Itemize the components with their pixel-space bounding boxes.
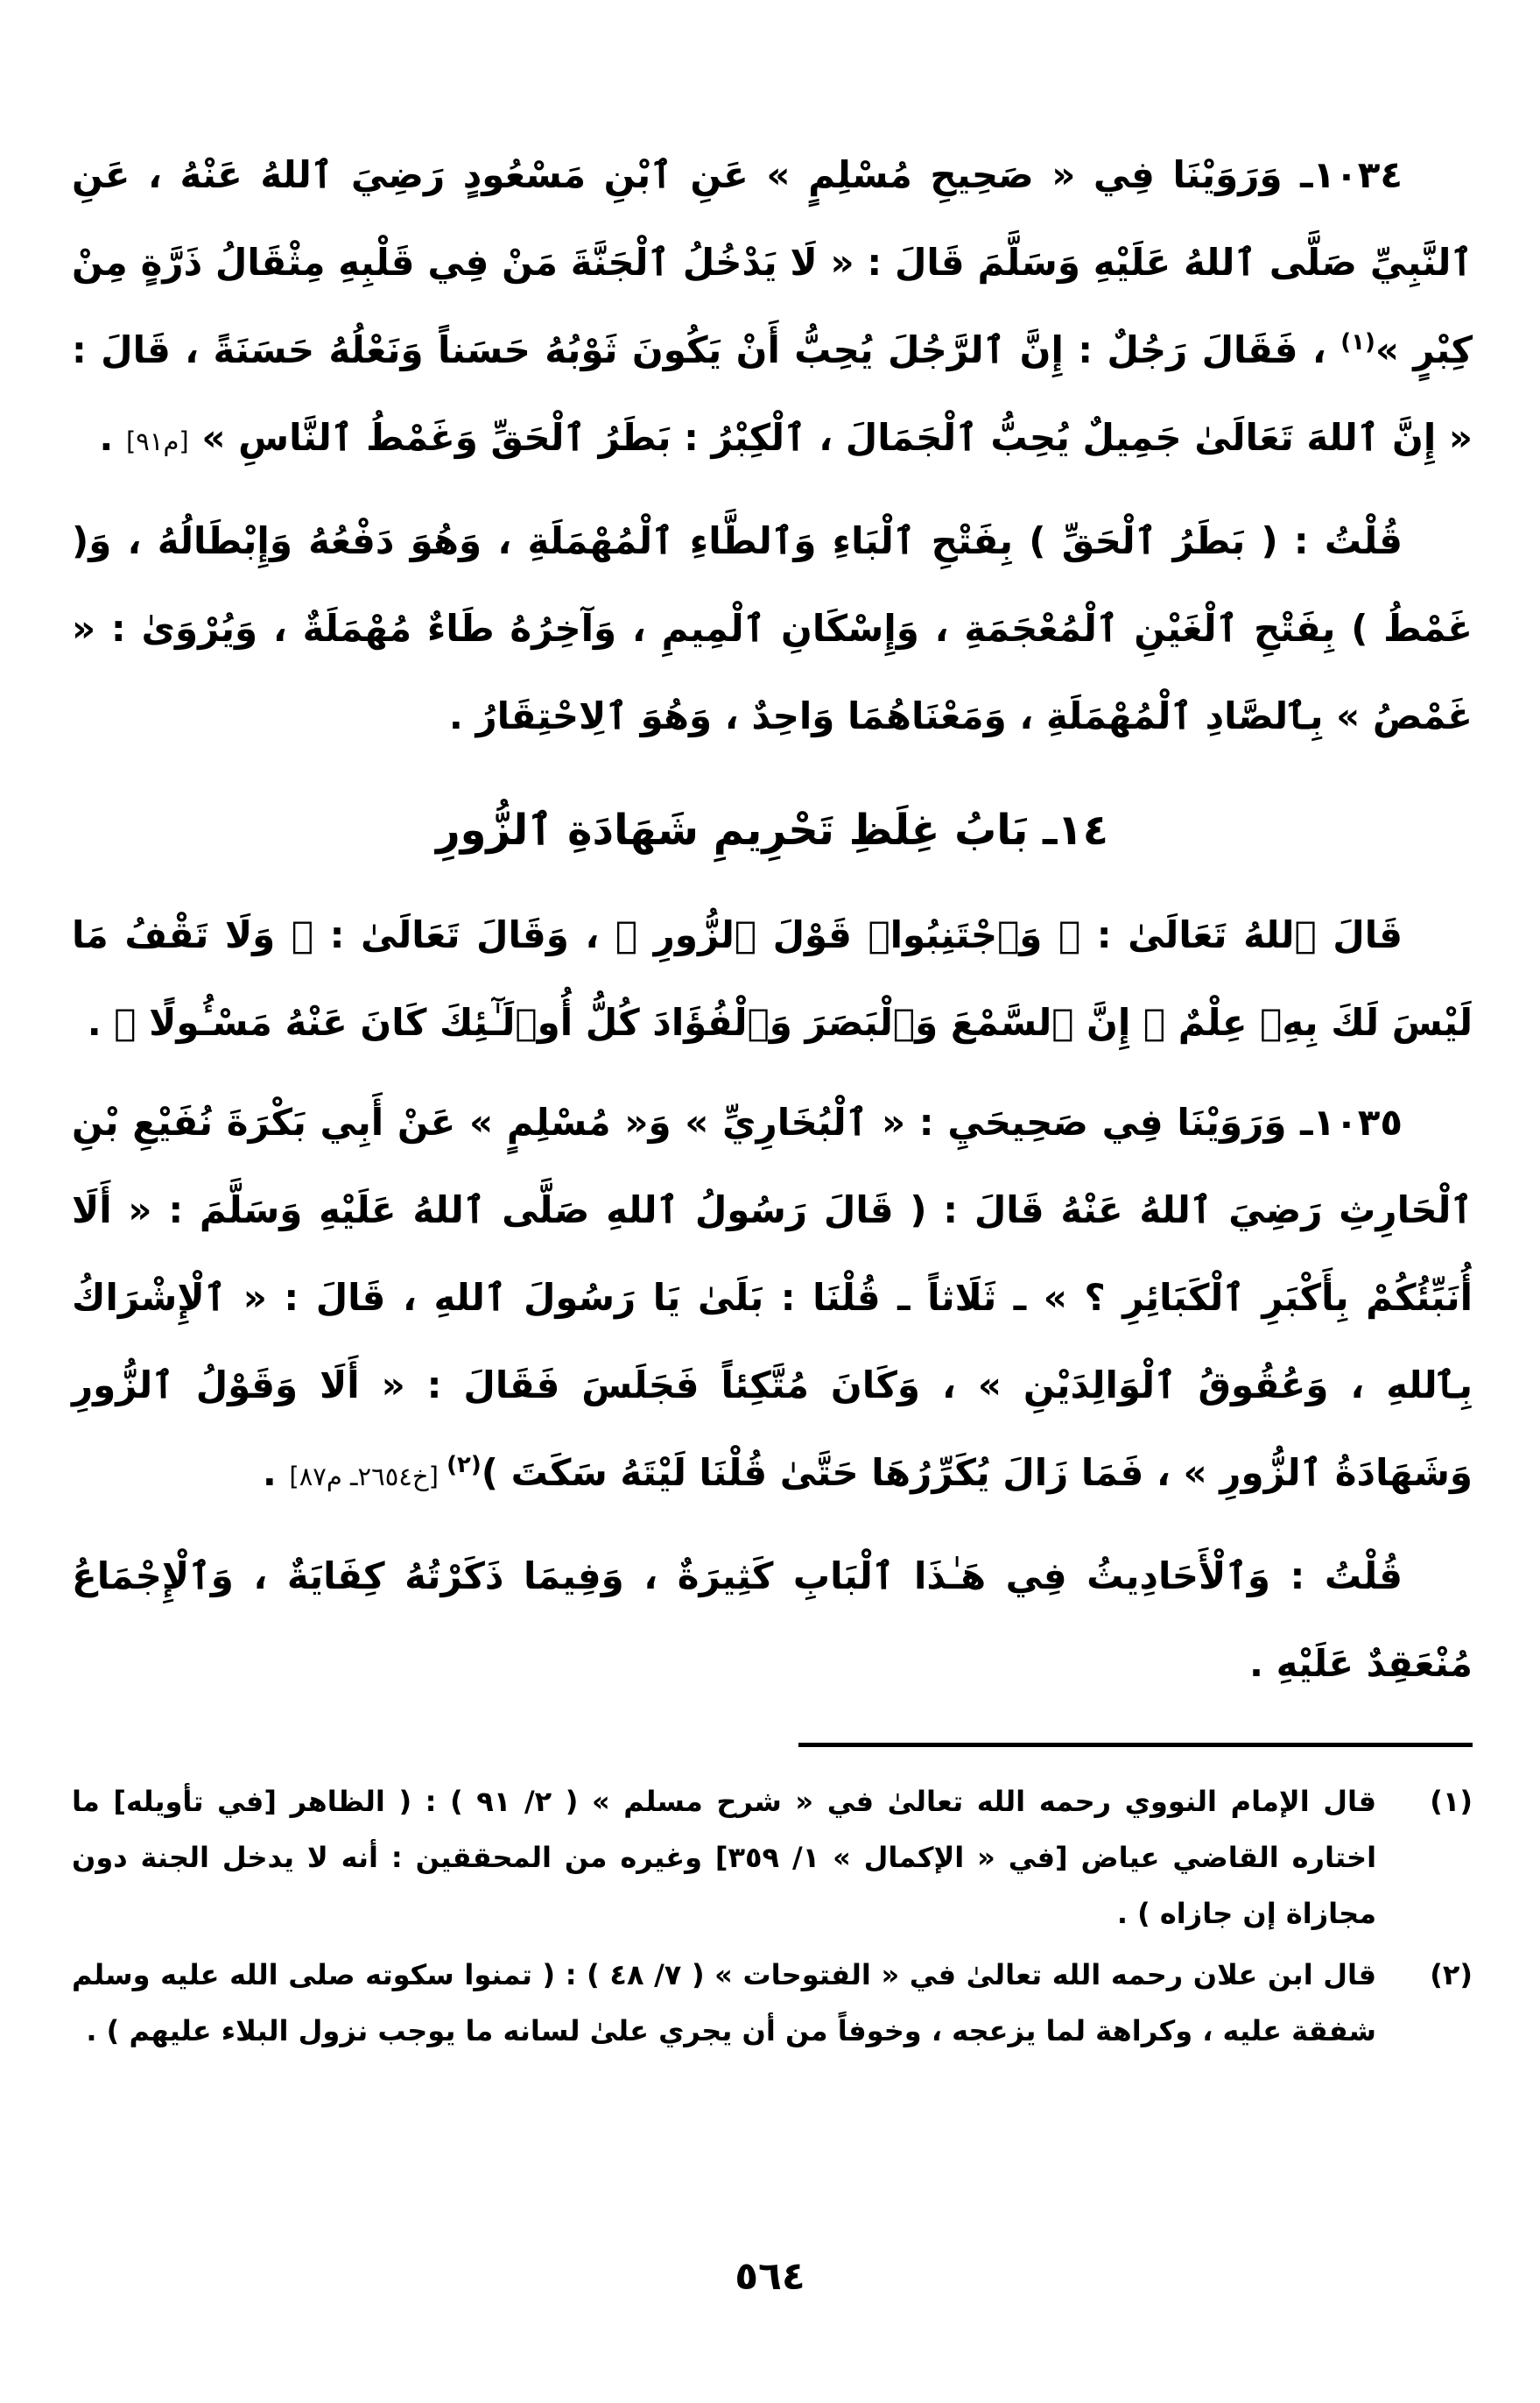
footnote-divider [798,1743,1473,1747]
chapter-heading: ١٤ـ بَابُ غِلَظِ تَحْرِيمِ شَهَادَةِ ٱلزُّورِ [435,806,1109,855]
footnote-2 [72,1947,1473,2059]
footnote-ref-2[interactable]: (٢) [447,1452,482,1478]
footnote-text: قال ابن علان رحمه الله تعالىٰ في « الفتوحات » ( ٧/ ٤٨ ) : ( تمنوا سكوته صلى الله عليه وسلم شفقة [72,1958,1377,2047]
text: . [262,1451,290,1494]
footnote-1-marker: (١) [1430,1785,1473,1818]
hadith-1034-line-2: صَلَّى ٱللهُ عَلَيْهِ وَسَلَّمَ قَالَ : « لَا يَدْخُلُ ٱلْجَنَّةَ مَنْ فِي قَلْبِهِ مِثْقَالُ ذَرَّةٍ مِنْ كِبْرٍ » [72,241,1473,371]
commentary-line-3: « غَمْصُ » بِٱلصَّادِ ٱلْمُهْمَلَةِ ، وَمَعْنَاهُمَا وَاحِدٌ ، وَهُوَ ٱلِاحْتِقَارُ . [72,607,1473,737]
commentary [72,497,1473,760]
page-number: ٥٦٤ [735,2254,805,2299]
footnote-text: جازاه ) . [1116,1897,1234,1930]
page-body [72,131,1473,2064]
hadith-1035 [72,1079,1473,1520]
hadith-1034-line-1: ١٠٣٤ـ وَرَوَيْنَا فِي « صَحِيحِ مُسْلِمٍ » عَنِ ٱبْنِ مَسْعُودٍ رَضِيَ ٱللهُ عَنْهُ ، عَنِ ٱلنَّبِيِّ [72,153,1473,284]
hadith-1034-line-4: تَعَالَىٰ جَمِيلٌ يُحِبُّ ٱلْجَمَالَ ، ٱلْكِبْرُ : بَطَرُ ٱلْحَقِّ وَغَمْطُ ٱلنَّاسِ » [188,416,1294,459]
quran-line-1: قَالَ ٱللهُ تَعَالَىٰ : ﴿ وَٱجْتَنِبُوا۟ قَوْلَ ٱلزُّورِ ﴾ ، وَقَالَ تَعَالَىٰ : ﴿ وَلَا تَقْفُ مَا لَيْسَ [72,913,1473,1044]
footnote-text: القاضي عياض [في « الإكمال » ١/ ٣٥٩] وغيره من المحققين : أنه لا يدخل الجنة دون مجازاة إن [72,1841,1376,1930]
source-reference: [م٩١] [125,426,189,456]
commentary-line-1: قُلْتُ : ( بَطَرُ ٱلْحَقِّ ) بِفَتْحِ ٱلْبَاءِ وَٱلطَّاءِ ٱلْمُهْمَلَةِ ، وَهُوَ دَفْعُهُ وَإِبْطَالُهُ ، [127,519,1403,562]
hadith-1035-line-3: بِأَكْبَرِ ٱلْكَبَائِرِ ؟ » ـ ثَلَاثاً ـ قُلْنَا : بَلَىٰ يَا رَسُولَ ٱللهِ ، قَالَ : « ٱلْإِشْرَاكُ بِٱللهِ ، [72,1276,1473,1406]
source-reference: [خ٢٦٥٤ـ م٨٧] [289,1462,447,1491]
footnote-text: عليه ، وكراهة لما يزعجه ، وخوفاً من أن يجري علىٰ لسانه ما يوجب نزول البلاء عليهم ) . [86,2014,1282,2047]
commentary-line-2: وَ( غَمْطُ ) بِفَتْحِ ٱلْغَيْنِ ٱلْمُعْجَمَةِ ، وَإِسْكَانِ ٱلْمِيمِ ، وَآخِرُهُ طَاءٌ مُهْمَلَةٌ ، وَيُرْوَىٰ : [72,519,1473,650]
quran-line-2: لَكَ بِهِۦ عِلْمٌ ۚ إِنَّ ٱلسَّمْعَ وَٱلْبَصَرَ وَٱلْفُؤَادَ كُلُّ أُو۟لَـٰٓئِكَ كَانَ عَنْهُ مَسْـُٔولًا ﴾ . [87,1001,1380,1044]
footnote-ref-1[interactable]: (١) [1340,329,1375,356]
hadith-1034 [72,131,1473,485]
text: . [99,416,126,459]
conclusion-line-1: قُلْتُ : وَٱلْأَحَادِيثُ فِي هَـٰذَا ٱلْبَابِ كَثِيرَةٌ ، وَفِيمَا ذَكَرْتُهُ كِفَايَةٌ ، وَٱلْإِجْمَاعُ [72,1554,1403,1597]
hadith-1034-line-3: فَقَالَ رَجُلٌ : إِنَّ ٱلرَّجُلَ يُحِبُّ أَنْ يَكُونَ ثَوْبُهُ حَسَناً وَنَعْلُهُ حَسَنَةً ، قَالَ : « إِنَّ ٱللهَ [72,328,1473,459]
hadith-1035-line-1: ١٠٣٥ـ وَرَوَيْنَا فِي صَحِيحَيِ : « ٱلْبُخَارِيِّ » وَ« مُسْلِمٍ » عَنْ أَبِي بَكْرَةَ نُفَيْعِ بْنِ [72,1101,1403,1144]
footnote-2-marker: (٢) [1430,1958,1473,1991]
conclusion [72,1533,1473,1708]
footnote-text: قال الإمام النووي رحمه الله تعالىٰ في « شرح مسلم » ( ٢/ ٩١ ) : ( الظاهر [في تأويله] ما اختاره [72,1785,1377,1874]
hadith-1035-line-4: وَعُقُوقُ ٱلْوَالِدَيْنِ » ، وَكَانَ مُتَّكِئاً فَجَلَسَ فَقَالَ : « أَلَا وَقَوْلُ ٱلزُّورِ وَشَهَادَةُ [72,1364,1473,1494]
text: ، [1311,328,1341,371]
footnote-1 [72,1773,1473,1941]
hadith-1035-line-2: ٱلْحَارِثِ رَضِيَ ٱللهُ عَنْهُ قَالَ : ( قَالَ رَسُولُ ٱللهِ صَلَّى ٱللهُ عَلَيْهِ وَسَلَّمَ : « أَلَا أُنَبِّئُكُمْ [72,1188,1473,1319]
hadith-1035-line-5: ٱلزُّورِ » ، فَمَا زَالَ يُكَرِّرُهَا حَتَّىٰ قُلْنَا لَيْتَهُ سَكَتَ ) [481,1451,1323,1494]
quran-verses [72,891,1473,1067]
conclusion-line-2: مُنْعَقِدٌ عَلَيْهِ . [1249,1642,1473,1685]
